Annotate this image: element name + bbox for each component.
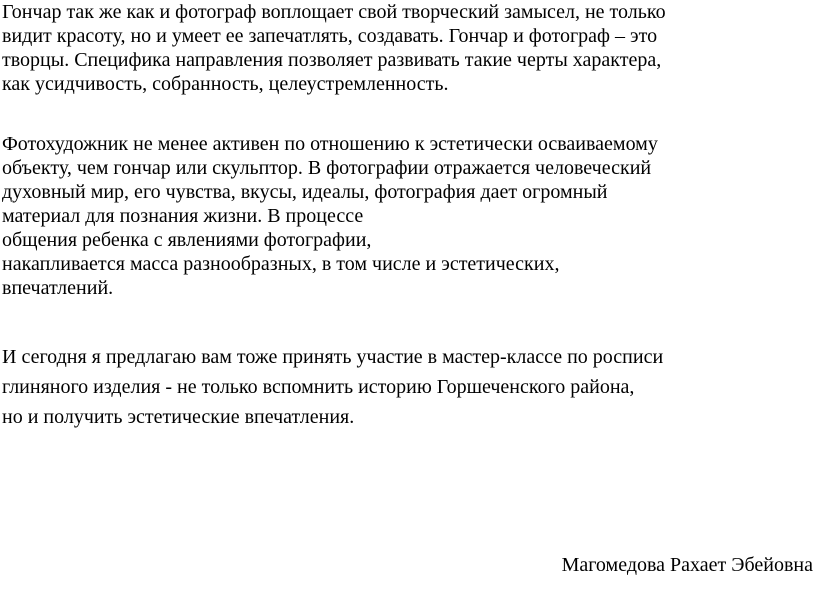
paragraph-line: творцы. Специфика направления позволяет развивать такие черты характера, (2, 49, 662, 71)
paragraph-line: впечатлений. (2, 277, 114, 299)
paragraph-line: духовный мир, его чувства, вкусы, идеалы, фотография дает огромный (2, 181, 608, 203)
paragraph-line: видит красоту, но и умеет ее запечатлять, создавать. Гончар и фотограф – это (2, 25, 658, 47)
paragraph-line: Гончар так же как и фотограф воплощает свой творческий замысел, не только (2, 1, 666, 23)
paragraph-line: материал для познания жизни. В процессе (2, 205, 364, 227)
paragraph-line: И сегодня я предлагаю вам тоже принять участие в мастер-классе по росписи (2, 346, 664, 368)
paragraph-line: Фотохудожник не менее активен по отношению к эстетически осваиваемому (2, 133, 658, 155)
paragraph-line: накапливается масса разнообразных, в том числе и эстетических, (2, 253, 560, 275)
paragraph-2 (2, 132, 658, 300)
paragraph-line: как усидчивость, собранность, целеустремленность. (2, 73, 449, 95)
paragraph-3 (2, 342, 663, 432)
paragraph-line: объекту, чем гончар или скульптор. В фотографии отражается человеческий (2, 157, 652, 179)
author-signature: Магомедова Рахает Эбейовна (561, 554, 813, 576)
paragraph-line: общения ребенка с явлениями фотографии, (2, 229, 372, 251)
paragraph-line: глиняного изделия - не только вспомнить историю Горшеченского района, (2, 376, 635, 398)
paragraph-1 (2, 0, 666, 96)
paragraph-line: но и получить эстетические впечатления. (2, 406, 355, 428)
